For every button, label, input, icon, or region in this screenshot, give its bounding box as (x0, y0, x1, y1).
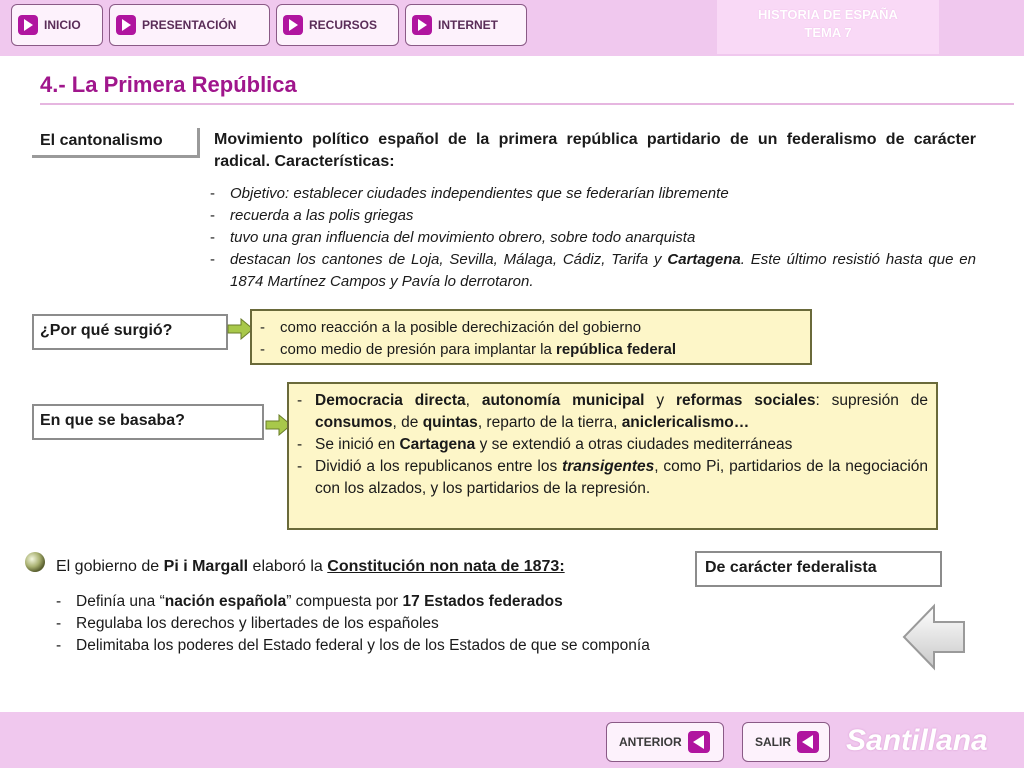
por-que-box (250, 309, 812, 365)
salir-button[interactable] (742, 722, 830, 762)
bullet-text-part: Dividió a los republicanos entre los (315, 458, 563, 475)
title-divider (40, 103, 1014, 105)
bullet-text-bold: transigentes (562, 458, 655, 475)
bullet-text: como reacción a la posible derechización del gobierno (280, 319, 642, 336)
por-que-list (260, 317, 802, 361)
federalista-label: De carácter federalista (695, 551, 942, 587)
bullet-text: Regulaba los derechos y libertades de los españoles (76, 615, 439, 632)
bullet-text (315, 456, 928, 500)
list-item: - Definía una “nación española” compuesta por 17 Estados federados (56, 591, 692, 613)
sentence-underlined: Constitución non nata de 1873: (327, 558, 565, 575)
bullet-text-part: Definía una “ (76, 593, 165, 610)
bullet-text-bold: Cartagena (399, 436, 476, 453)
brand-logo: Santillana (846, 724, 988, 757)
bullet-text-part: , de (392, 414, 423, 431)
constitucion-list (56, 591, 692, 657)
bullet-text (315, 390, 928, 434)
section-tag (717, 0, 939, 54)
bullet-text (315, 434, 928, 456)
nav-internet-button[interactable] (405, 4, 527, 46)
list-item: - Objetivo: establecer ciudades independientes que se federarían libremente (210, 183, 976, 205)
play-arrow-icon (116, 15, 136, 35)
bullet-text-bold: quintas (422, 414, 478, 431)
bullet-text-bold: nación española (164, 593, 287, 610)
nav-recursos-label: RECURSOS (309, 18, 378, 32)
list-item: - destacan los cantones de Loja, Sevilla, Málaga, Cádiz, Tarifa y Cartagena. Este último resistió hasta que en 1874 Martínez Campos y Pavía lo derrotaron. (210, 249, 976, 293)
bullet-text-bold: aniclericalismo… (621, 414, 750, 431)
bullet-text: Delimitaba los poderes del Estado federal y los de los Estados de que se componía (76, 637, 650, 654)
constitucion-sentence (56, 556, 696, 578)
sentence-part: elaboró la (248, 558, 328, 575)
basaba-list (297, 390, 928, 500)
bullet-text-bold: Cartagena (667, 251, 741, 268)
bullet-text-bold: 17 Estados federados (402, 593, 563, 610)
play-arrow-icon (283, 15, 303, 35)
bullet-text-bold: república federal (555, 341, 677, 358)
sentence-bold: Pi i Margall (163, 558, 249, 575)
page-title: 4.- La Primera República (40, 72, 297, 97)
list-item: - como reacción a la posible derechización del gobierno (260, 317, 802, 339)
bullet-text (230, 249, 976, 293)
sentence-part: El gobierno de (56, 558, 164, 575)
bullet-text-part: , como Pi, partidarios de la negociación con los alzados, y los partidarios de la represión. (315, 458, 928, 497)
play-arrow-icon (412, 15, 432, 35)
bullet-text-bold: consumos (315, 414, 393, 431)
por-que-label: ¿Por qué surgió? (32, 314, 228, 350)
list-item: - Dividió a los republicanos entre los transigentes, como Pi, partidarios de la negociación con los alzados, y los partidarios de la represión. (297, 456, 928, 500)
list-item: - tuvo una gran influencia del movimiento obrero, sobre todo anarquista (210, 227, 976, 249)
bullet-text-bold: Democracia directa (315, 392, 466, 409)
nav-presentacion-button[interactable] (109, 4, 270, 46)
back-arrow-icon[interactable] (900, 600, 968, 674)
basaba-label: En que se basaba? (32, 404, 264, 440)
anterior-button[interactable] (606, 722, 724, 762)
section-unit: TEMA 7 (804, 25, 852, 40)
nav-recursos-button[interactable] (276, 4, 399, 46)
bullet-text: tuvo una gran influencia del movimiento obrero, sobre todo anarquista (230, 229, 696, 246)
bullet-text-part: , reparto de la tierra, (477, 414, 622, 431)
bullet-text-part: y se extendió a otras ciudades mediterráneas (475, 436, 793, 453)
bullet-text-part: como medio de presión para implantar la (280, 341, 556, 358)
bullet-text-part: Se inició en (315, 436, 400, 453)
cantonalismo-bullets (210, 183, 976, 293)
bullet-text: Objetivo: establecer ciudades independientes que se federarían libremente (230, 185, 729, 202)
nav-presentacion-label: PRESENTACIÓN (142, 18, 237, 32)
list-item: - Se inició en Cartagena y se extendió a otras ciudades mediterráneas (297, 434, 928, 456)
bullet-text (280, 339, 802, 361)
list-item: - Delimitaba los poderes del Estado federal y los de los Estados de que se componía (56, 635, 692, 657)
bullet-text-part: , (465, 392, 482, 409)
list-item: - recuerda a las polis griegas (210, 205, 976, 227)
bullet-text-part: . Este último resistió hasta que en 1874 Martínez Campos y Pavía lo derrotaron. (230, 251, 976, 290)
nav-inicio-label: INICIO (44, 18, 81, 32)
list-item: - Democracia directa, autonomía municipal y reformas sociales: supresión de consumos, de quintas, reparto de la tierra, aniclericalismo… (297, 390, 928, 434)
bullet-text-part: ” compuesta por (286, 593, 403, 610)
bullet-text-bold: reformas sociales (676, 392, 816, 409)
basaba-box (287, 382, 938, 530)
bullet-text-part: : supresión de (815, 392, 928, 409)
list-item: - Regulaba los derechos y libertades de los españoles (56, 613, 692, 635)
section-subject: HISTORIA DE ESPAÑA (758, 7, 898, 22)
nav-inicio-button[interactable] (11, 4, 103, 46)
bullet-text-bold: autonomía municipal (481, 392, 645, 409)
back-arrow-icon (797, 731, 819, 753)
list-item: - como medio de presión para implantar la república federal (260, 339, 802, 361)
bullet-text-part: destacan los cantones de Loja, Sevilla, Málaga, Cádiz, Tarifa y (230, 251, 668, 268)
bullet-text: recuerda a las polis griegas (230, 207, 414, 224)
anterior-label: ANTERIOR (619, 735, 682, 749)
cantonalismo-intro: Movimiento político español de la primera república partidario de un federalismo de carácter radical. Características: (214, 131, 976, 170)
play-arrow-icon (18, 15, 38, 35)
bullet-text (76, 591, 692, 613)
bullet-sphere-icon (24, 551, 46, 573)
nav-internet-label: INTERNET (438, 18, 498, 32)
bullet-text-part: y (644, 392, 677, 409)
back-arrow-icon (688, 731, 710, 753)
salir-label: SALIR (755, 735, 791, 749)
cantonalismo-label: El cantonalismo (32, 128, 200, 158)
